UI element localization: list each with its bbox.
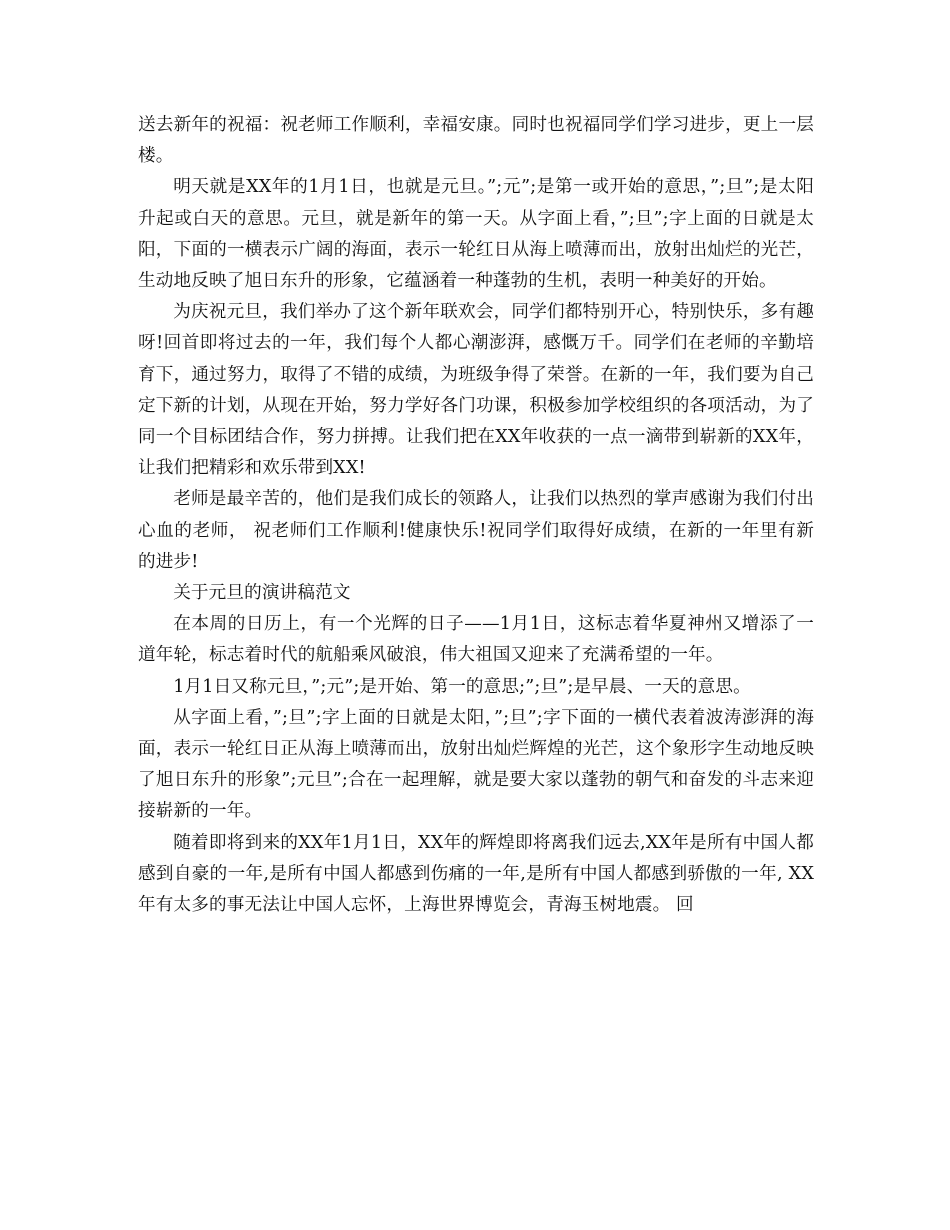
paragraph-7: 从字面上看，”;旦”;字上面的日就是太阳，”;旦”;字下面的一横代表着波涛澎湃的海面，表示一轮红日正从海上喷薄而出，放射出灿烂辉煌的光芒，这个象形字生动地反映了旭日东升的形象”;元旦”;合在一起理解，就是要大家以蓬勃的朝气和奋发的斗志来迎接崭新的一年。: [138, 707, 814, 822]
paragraph-1: 送去新年的祝福：祝老师工作顺利，幸福安康。同时也祝福同学们学习进步，更上一层楼。: [138, 115, 814, 167]
paragraph-3: 为庆祝元旦，我们举办了这个新年联欢会，同学们都特别开心，特别快乐，多有趣呀!回首即将过去的一年，我们每个人都心潮澎湃，感慨万千。同学们在老师的辛勤培育下，通过努力，取得了不错的成绩，为班级争得了荣誉。在新的一年，我们要为自己定下新的计划，从现在开始，努力学好各门功课，积极参加学校组织的各项活动，为了同一个目标团结合作，努力拼搏。让我们把在XX年收获的一点一滴带到崭新的XX年，让我们把精彩和欢乐带到XX!: [138, 302, 814, 479]
paragraph-6: 1月1日又称元旦，”;元”;是开始、第一的意思;”;旦”;是早晨、一天的意思。: [173, 676, 751, 697]
document-page: [138, 110, 814, 921]
section-heading: 关于元旦的演讲稿范文: [173, 583, 351, 604]
paragraph-2: 明天就是XX年的1月1日，也就是元旦。”;元”;是第一或开始的意思，”;旦”;是太阳升起或白天的意思。元旦，就是新年的第一天。从字面上看，”;旦”;字上面的日就是太阳，下面的一横表示广阔的海面，表示一轮红日从海上喷薄而出，放射出灿烂的光芒，生动地反映了旭日东升的形象，它蕴涵着一种蓬勃的生机，表明一种美好的开始。: [138, 177, 814, 292]
paragraph-4: 老师是最辛苦的，他们是我们成长的领路人，让我们以热烈的掌声感谢为我们付出心血的老师， 祝老师们工作顺利!健康快乐!祝同学们取得好成绩，在新的一年里有新的进步!: [138, 489, 814, 572]
paragraph-5: 在本周的日历上，有一个光辉的日子——1月1日，这标志着华夏神州又增添了一道年轮，标志着时代的航船乘风破浪，伟大祖国又迎来了充满希望的一年。: [138, 614, 814, 666]
paragraph-8: 随着即将到来的XX年1月1日，XX年的辉煌即将离我们远去,XX年是所有中国人都感到自豪的一年,是所有中国人都感到伤痛的一年,是所有中国人都感到骄傲的一年, XX年有太多的事无法让中国人忘怀，上海世界博览会，青海玉树地震。 回: [138, 832, 814, 916]
